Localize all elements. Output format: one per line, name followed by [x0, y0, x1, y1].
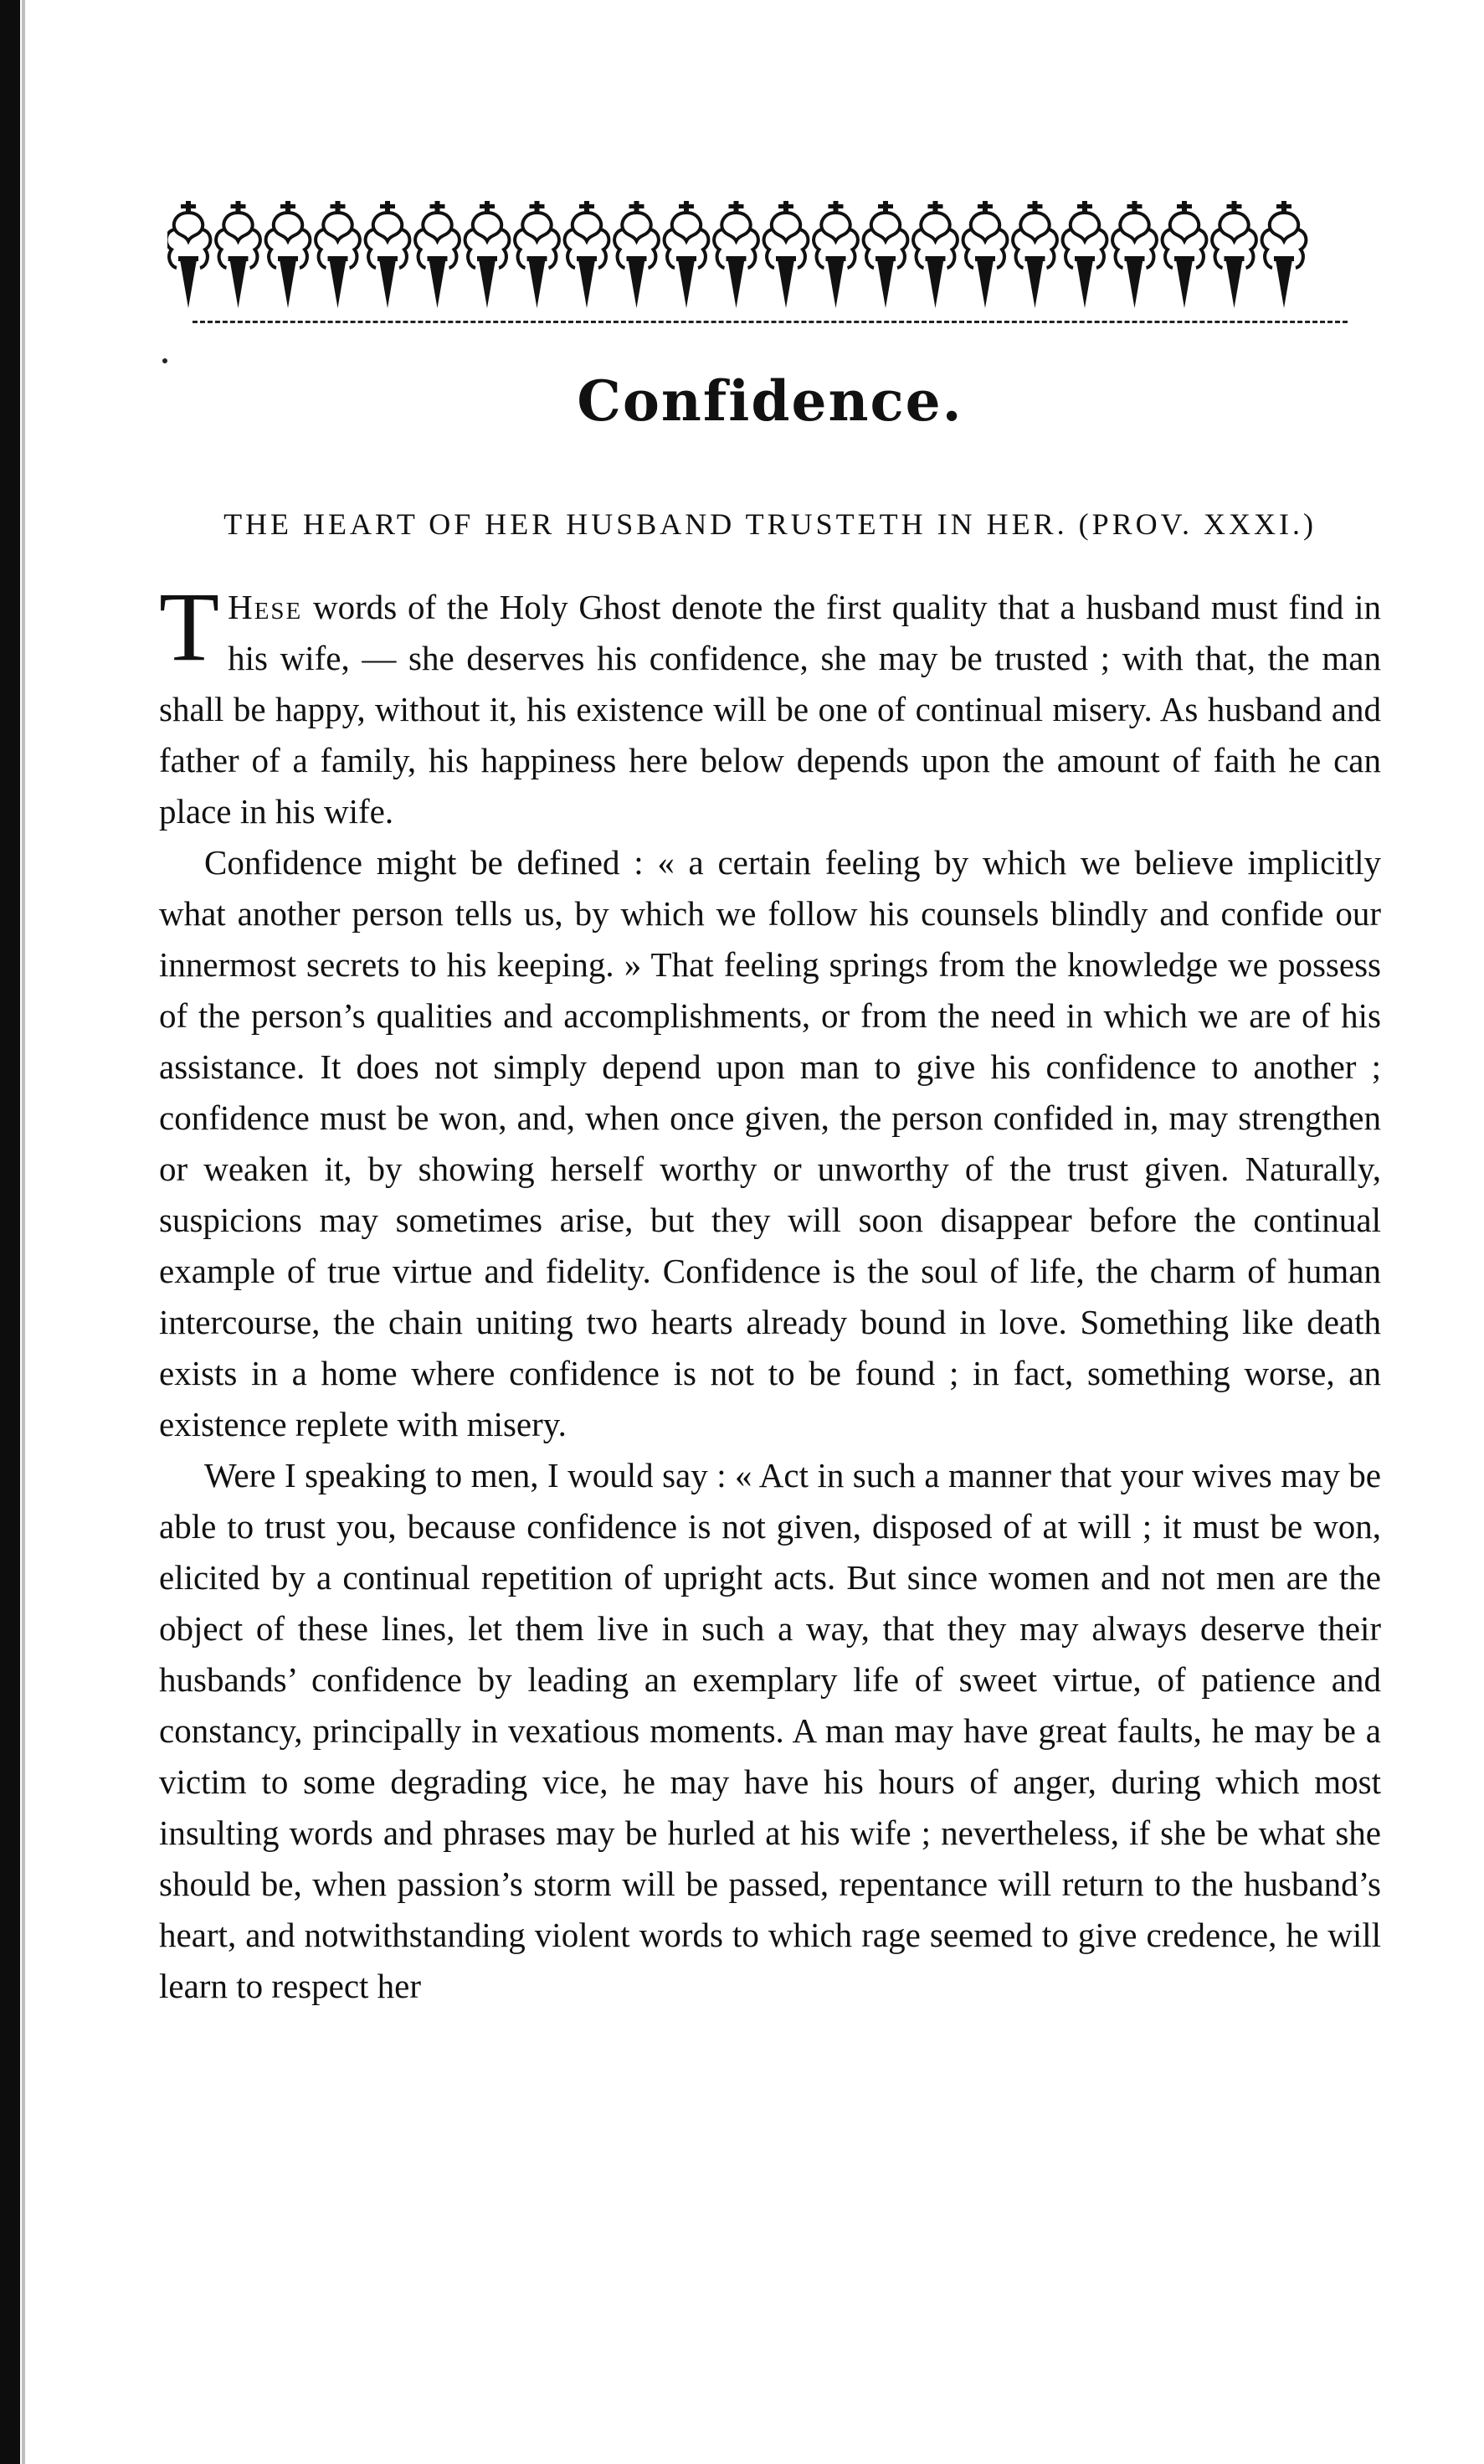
fleuron-ornament-band	[167, 199, 1356, 312]
fleuron-ornament	[167, 199, 1356, 312]
paragraph-1	[159, 572, 1381, 837]
fleuron-glyph	[1212, 201, 1256, 308]
fleuron-glyph	[614, 201, 659, 308]
paragraph-3: Were I speaking to men, I would say : « Act in such a manner that your wives may be able to trust you, because confidence is not given, disposed of at will ; it must be won, elicited by a continual repetition of upright acts. But since women and not men are the object of these lines, let them live in such a way, that they may always deserve their husbands’ confidence by leading an exemplary life of sweet virtue, of patience and constancy, principally in vexatious moments. A man may have great faults, he may be a victim to some degrading vice, he may have his hours of anger, during which most insulting words and phrases may be hurled at his wife ; nevertheless, if she be what she should be, when passion’s storm will be passed, repentance will return to the husband’s heart, and notwithstanding violent words to which rage seemed to give credence, he will learn to respect her	[159, 1456, 1381, 2005]
fleuron-glyph	[913, 201, 958, 308]
fleuron-glyph	[565, 201, 609, 308]
fleuron-glyph	[963, 201, 1008, 308]
fleuron-glyph	[216, 201, 260, 308]
fleuron-glyph	[714, 201, 758, 308]
lead-small-caps: Hese	[228, 588, 303, 626]
fleuron-glyph	[415, 201, 460, 308]
fleuron-glyph	[764, 201, 809, 308]
fleuron-glyph	[1013, 201, 1057, 308]
fleuron-glyph	[814, 201, 858, 308]
paragraph-1-text: words of the Holy Ghost denote the first quality that a husband must find in his wife, — she deserves his confidence, she may be trusted ; with that, the man shall be happy, without it, his existence will be one of continual misery. As husband and father of a family, his happiness here below depends upon the amount of faith he can place in his wife.	[159, 588, 1381, 831]
binding-edge	[0, 0, 20, 2464]
book-page	[159, 0, 1381, 2464]
fleuron-glyph	[515, 201, 559, 308]
fleuron-glyph	[1112, 201, 1157, 308]
paragraph-2: Confidence might be defined : « a certain feeling by which we believe implicitly what another person tells us, by which we follow his counsels blindly and confide our innermost secrets to his keeping. » That feeling springs from the knowledge we possess of the person’s qualities and accomplishments, or from the need in which we are of his assistance. It does not simply depend upon man to give his confidence to another ; confidence must be won, and, when once given, the person confided in, may strengthen or weaken it, by showing herself worthy or unworthy of the trust given. Naturally, suspicions may sometimes arise, but they will soon disappear before the continual example of true virtue and fidelity. Confidence is the soul of life, the charm of human intercourse, the chain uniting two hearts already bound in love. Something like death exists in a home where confidence is not to be found ; in fact, something worse, an existence replete with misery.	[159, 843, 1381, 1443]
page-speck	[162, 358, 167, 363]
epigraph: THE HEART OF HER HUSBAND TRUSTETH IN HER. (PROV. XXXI.)	[223, 507, 1317, 541]
fleuron-glyph	[1163, 201, 1207, 308]
body-text	[159, 572, 1381, 2012]
fleuron-glyph	[465, 201, 510, 308]
fleuron-glyph	[266, 201, 311, 308]
fleuron-glyph	[167, 201, 210, 308]
fleuron-glyph	[864, 201, 908, 308]
fleuron-glyph	[316, 201, 360, 308]
ornament-divider-rule	[193, 321, 1348, 323]
fleuron-glyph	[665, 201, 709, 308]
drop-cap: T	[159, 572, 220, 682]
fleuron-glyph	[366, 201, 410, 308]
fleuron-glyph	[1063, 201, 1107, 308]
fleuron-glyph	[1262, 201, 1307, 308]
chapter-title: Confidence.	[577, 368, 963, 434]
